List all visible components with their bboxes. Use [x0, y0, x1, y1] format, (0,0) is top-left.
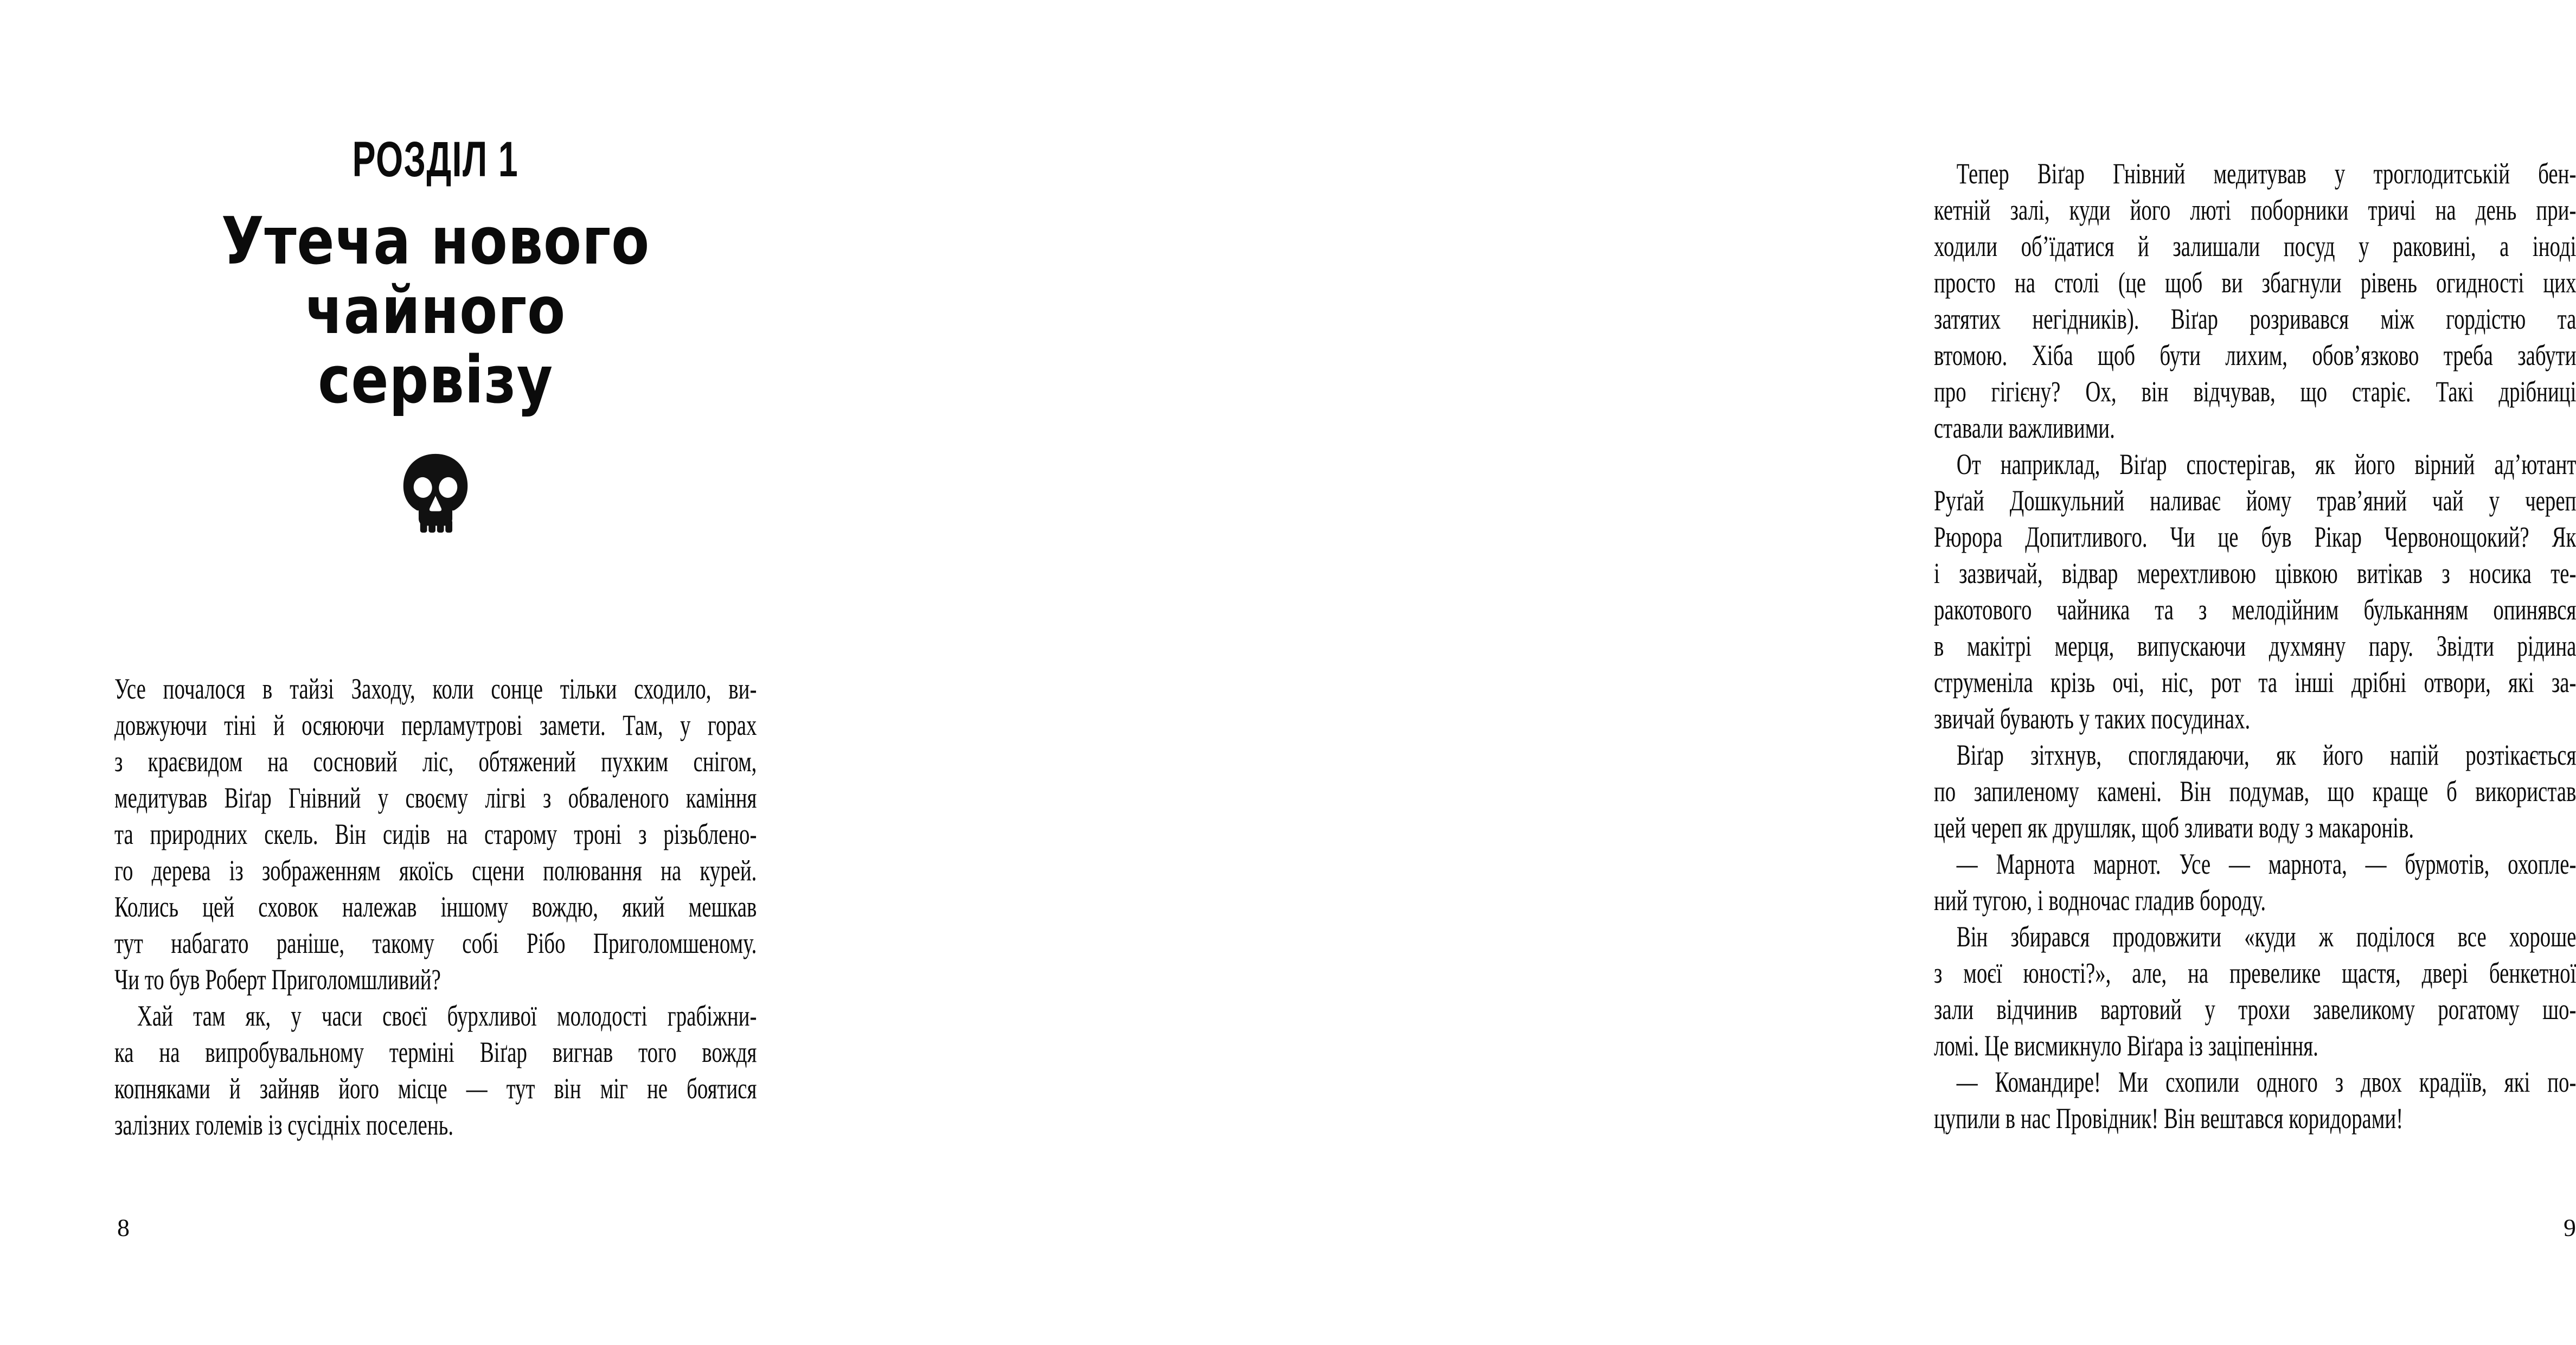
- text-line: Рюрора Допитливого. Чи це був Рікар Червонощокий? Як: [1934, 521, 2576, 553]
- text-line: ний тугою, і водночас гладив бороду.: [1934, 884, 2266, 917]
- text-line: тут набагато раніше, такому собі Рібо Приголомшеному.: [114, 927, 757, 959]
- left-page: [0, 0, 896, 1345]
- chapter-title: [163, 204, 708, 418]
- text-line: Віґар зітхнув, споглядаючи, як його напій розтікається: [1956, 739, 2576, 771]
- text-line: залізних големів із сусідніх поселень.: [114, 1109, 454, 1141]
- text-line: з моєї юності?», але, на превелике щастя, двері бенкетної: [1934, 957, 2576, 989]
- text-line: го дерева із зображенням якоїсь сцени полювання на курей.: [114, 854, 757, 887]
- text-line: про гігієну? Ох, він відчував, що старіє. Такі дрібниці: [1934, 375, 2576, 408]
- skull-icon: [396, 452, 475, 538]
- right-body-text: [1934, 156, 2576, 1137]
- right-body-lines: [1934, 156, 2576, 1137]
- text-line: струменіла крізь очі, ніс, рот та інші дрібні отвори, які за-: [1934, 666, 2576, 699]
- text-line: Усе почалося в тайзі Заходу, коли сонце тільки сходило, ви-: [114, 672, 757, 705]
- text-line: Хай там як, у часи своєї бурхливої молодості грабіжни-: [137, 1000, 757, 1032]
- text-line: ракотового чайника та з мелодійним бульканням опинявся: [1934, 593, 2576, 626]
- text-line: просто на столі (це щоб ви збагнули рівень огидності цих: [1934, 266, 2576, 299]
- text-line: Тепер Віґар Гнівний медитував у троглодитській бен-: [1956, 157, 2576, 190]
- page-number-right: 9: [2564, 1214, 2576, 1241]
- text-line: довжуючи тіні й осяюючи перламутрові замети. Там, у горах: [114, 709, 757, 741]
- page-number-left: 8: [117, 1214, 130, 1241]
- text-line: медитував Віґар Гнівний у своєму лігві з обваленого каміння: [114, 782, 757, 814]
- text-line: ставали важливими.: [1934, 412, 2115, 444]
- text-line: Руґай Дошкульний наливає йому трав’яний чай у череп: [1934, 484, 2576, 517]
- text-line: та природних скель. Він сидів на старому троні з різьблено-: [114, 818, 757, 850]
- text-line: кетній залі, куди його люті поборники тричі на день при-: [1934, 194, 2576, 226]
- text-line: копняками й зайняв його місце — тут він міг не боятися: [114, 1072, 757, 1105]
- text-line: Він збирався продовжити «куди ж поділося все хороше: [1956, 920, 2576, 953]
- text-line: — Марнота марнот. Усе — марнота, — бурмотів, охопле-: [1956, 848, 2576, 880]
- text-line: зали відчинив вартовий у трохи завеликому рогатому шо-: [1934, 993, 2576, 1026]
- chapter-title-line: сервізу: [318, 343, 553, 418]
- text-line: по запиленому камені. Він подумав, що краще б використав: [1934, 775, 2576, 808]
- chapter-title-line: чайного: [305, 273, 566, 349]
- right-page: [897, 0, 2576, 1345]
- text-line: звичай бувають у таких посудинах.: [1934, 702, 2251, 735]
- skull-icon-wrap: [114, 452, 757, 538]
- text-line: затятих негідників). Віґар розривався між гордістю та: [1934, 303, 2576, 335]
- chapter-title-line: Утеча нового: [221, 204, 650, 279]
- left-body-lines: [114, 671, 757, 1143]
- text-line: ходили об’їдатися й залишали посуд у раковині, а іноді: [1934, 230, 2576, 262]
- text-line: в макітрі мерця, випускаючи духмяну пару. Звідти рідина: [1934, 630, 2576, 662]
- text-line: і зазвичай, відвар мерехтливою цівкою витікав з носика те-: [1934, 557, 2576, 590]
- text-line: цупили в нас Провідник! Він вештався коридорами!: [1934, 1102, 2404, 1135]
- chapter-label: [114, 133, 757, 185]
- text-line: ка на випробувальному терміні Віґар вигнав того вождя: [114, 1036, 757, 1068]
- text-line: Чи то був Роберт Приголомшливий?: [114, 963, 441, 996]
- text-line: цей череп як друшляк, щоб зливати воду з макаронів.: [1934, 811, 2414, 844]
- left-body-text: [114, 671, 757, 1143]
- chapter-label-text: РОЗДІЛ 1: [352, 132, 519, 187]
- text-line: з краєвидом на сосновий ліс, обтяжений пухким снігом,: [114, 745, 757, 778]
- text-line: втомою. Хіба щоб бути лихим, обов’язково треба забути: [1934, 339, 2576, 372]
- text-line: — Командире! Ми схопили одного з двох крадіїв, які по-: [1956, 1066, 2576, 1098]
- text-line: Колись цей сховок належав іншому вождю, який мешкав: [114, 891, 757, 923]
- text-line: От наприклад, Віґар спостерігав, як його вірний ад’ютант: [1956, 448, 2576, 481]
- text-line: ломі. Це висмикнуло Віґара із заціпеніння.: [1934, 1029, 2318, 1062]
